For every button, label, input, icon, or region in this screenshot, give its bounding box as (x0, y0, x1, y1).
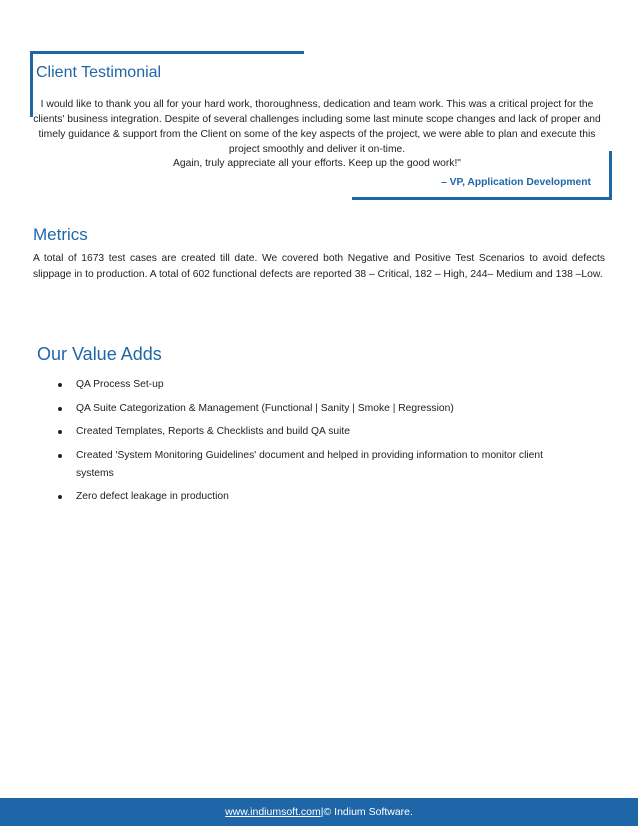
bullet-icon (58, 383, 62, 387)
list-item-text: Zero defect leakage in production (76, 491, 229, 502)
testimonial-border-right (609, 151, 612, 200)
metrics-title: Metrics (33, 225, 88, 244)
bullet-icon (58, 495, 62, 499)
list-item (58, 488, 578, 506)
testimonial-box (30, 51, 612, 200)
list-item-text: Created Templates, Reports & Checklists and build QA suite (76, 426, 350, 437)
list-item-text: Created 'System Monitoring Guidelines' document and helped in providing information to monitor client systems (76, 449, 543, 479)
list-item-text: QA Process Set-up (76, 379, 164, 390)
copyright-text: |© Indium Software. (320, 806, 413, 818)
value-adds-title: Our Value Adds (37, 344, 162, 364)
testimonial-border-bottom (352, 197, 612, 200)
footer (0, 798, 638, 826)
testimonial-closing: Again, truly appreciate all your efforts. Keep up the good work!" (173, 158, 461, 169)
metrics-text: A total of 1673 test cases are created till date. We covered both Negative and Positive Test Scenarios to avoid defects slippage in to production. A total of 602 functional defects are reported 38 – Critical, 182 – High, 244– Medium and 138 –Low. (33, 253, 605, 280)
list-item (58, 423, 578, 441)
list-item (58, 400, 578, 418)
website-link[interactable]: www.indiumsoft.com (225, 806, 321, 818)
bullet-icon (58, 430, 62, 434)
testimonial-border-top (30, 51, 304, 54)
list-item-text: QA Suite Categorization & Management (Functional | Sanity | Smoke | Regression) (76, 402, 454, 414)
testimonial-quote: I would like to thank you all for your hard work, thoroughness, dedication and team work. This was a critical project for the clients' business integration. Despite of several challenges including some last minute scope changes and lack of proper and timely guidance & support from the Client on some of the key aspects of the project, we were able to plan and execute this project smoothly and deliver it on-time. (33, 99, 601, 155)
bullet-icon (58, 407, 62, 411)
list-item (58, 447, 578, 483)
value-adds-list (58, 376, 578, 512)
testimonial-title: Client Testimonial (36, 64, 162, 81)
testimonial-author: – VP, Application Development (441, 177, 591, 188)
list-item (58, 376, 578, 394)
bullet-icon (58, 454, 62, 458)
